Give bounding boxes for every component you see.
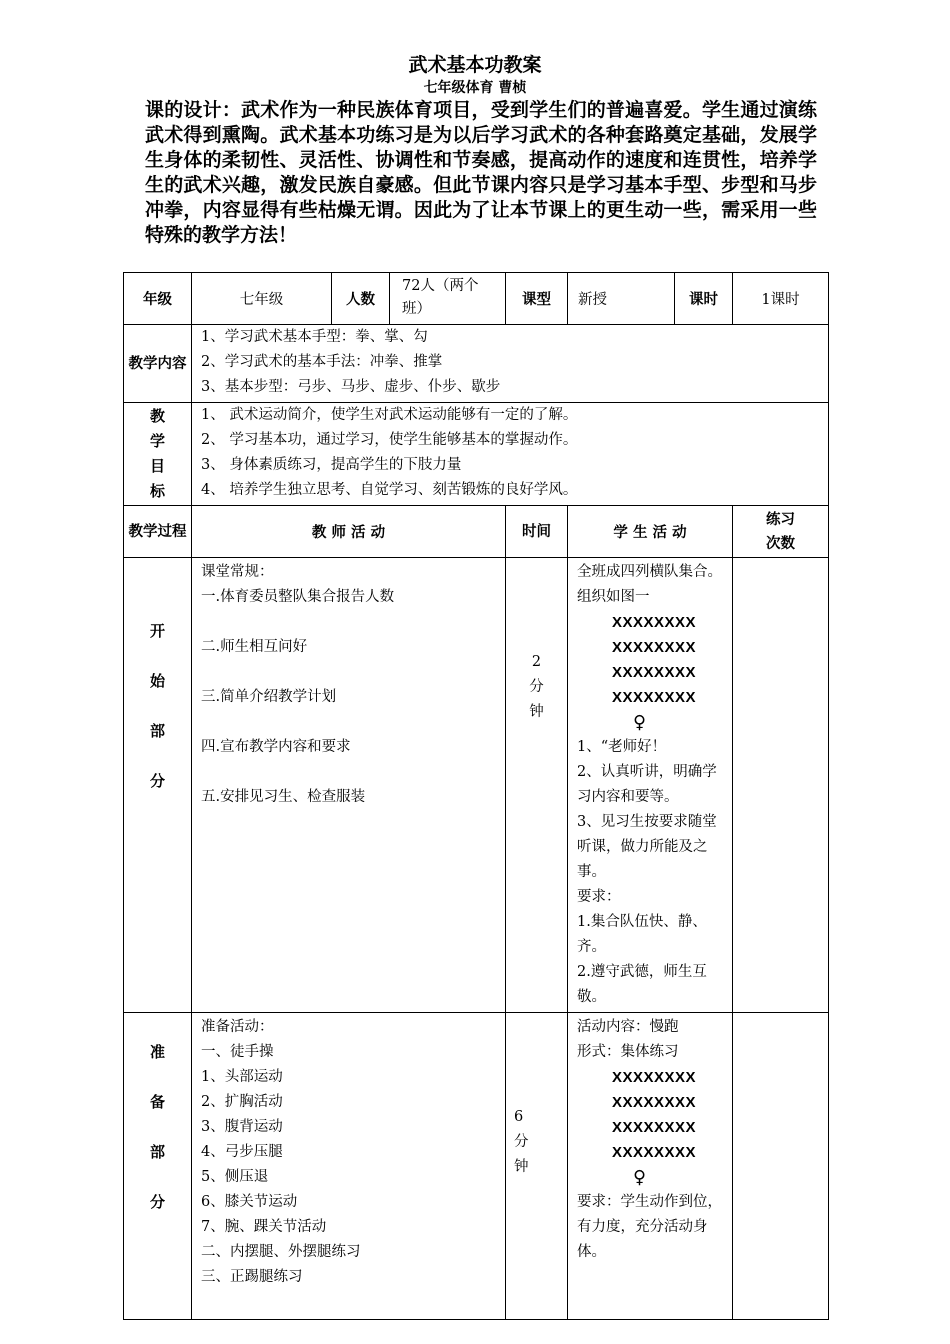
time-char: 2 [531,654,542,670]
info-row [124,273,829,325]
student-line: 1、“老师好！ [577,739,667,755]
teacher-line: 一.体育委员整队集合报告人数 [201,589,395,605]
goals-label-char: 教 [149,407,165,425]
goal-item: 4、 培养学生独立思考、自觉学习、刻苦锻炼的良好学风。 [201,482,578,498]
hours-value: 1课时 [733,273,829,325]
prep-practice-count [733,1013,829,1320]
time-char: 分 [514,1134,529,1150]
blank-line [201,760,505,785]
teacher-line: 5、侧压退 [201,1169,269,1185]
student-line: 形式：集体练习 [577,1044,679,1060]
student-line: 活动内容：慢跑 [577,1019,679,1035]
grade-value: 七年级 [192,273,332,325]
teacher-line: 一、徒手操 [201,1044,274,1060]
count-label: 人数 [332,273,390,325]
teacher-line: 四.宣布教学内容和要求 [201,739,351,755]
goal-item: 1、 武术运动简介，使学生对武术运动能够有一定的了解。 [201,407,578,423]
prep-section-row [124,1013,829,1320]
column-header-row [124,506,829,558]
prep-teacher-activity [192,1013,506,1320]
goals-label-char: 标 [149,482,165,500]
grade-label: 年级 [124,273,192,325]
goals-row [124,403,829,506]
time-char: 6 [514,1109,524,1125]
start-practice-count [733,558,829,1013]
teacher-line: 二.师生相互问好 [201,639,308,655]
formation-row: XXXXXXXX [612,1119,697,1136]
formation-row: XXXXXXXX [612,1094,697,1111]
formation-row: XXXXXXXX [612,1144,697,1161]
time-char: 钟 [529,704,544,720]
col-practice: 练习次数 [733,506,829,558]
goal-item: 2、 学习基本功，通过学习，使学生能够基本的掌握动作。 [201,432,578,448]
student-line: 要求：学生动作到位，有力度，充分活动身体。 [577,1194,722,1260]
col-teacher: 教 师 活 动 [192,506,506,558]
hours-label: 课时 [675,273,733,325]
teacher-line: 三、正踢腿练习 [201,1269,303,1285]
teacher-line: 3、腹背运动 [201,1119,283,1135]
content-row [124,325,829,403]
teacher-line: 三.简单介绍教学计划 [201,689,337,705]
goals-label [124,403,192,506]
student-line: 3、见习生按要求随堂听课，做力所能及之事。 [577,814,717,880]
prep-student-activity [568,1013,733,1320]
blank-line [201,610,505,635]
goal-item: 3、 身体素质练习，提高学生的下肢力量 [201,457,462,473]
prep-label-char: 分 [149,1193,165,1211]
prep-label-char: 备 [149,1093,165,1111]
content-list [192,325,829,403]
prep-label-char: 准 [149,1043,165,1061]
prep-label-char: 部 [149,1143,165,1161]
goals-list [192,403,829,506]
teacher-position-icon: ♀ [633,712,647,733]
start-time [506,558,568,1013]
teacher-line: 1、头部运动 [201,1069,283,1085]
content-item: 3、基本步型：弓步、马步、虚步、仆步、歇步 [201,379,501,395]
time-char: 钟 [514,1159,529,1175]
student-line: 2、认真听讲，明确学习内容和要等。 [577,764,717,805]
start-label-char: 部 [149,722,165,740]
teacher-line: 五.安排见习生、检查服装 [201,789,366,805]
col-student: 学 生 活 动 [568,506,733,558]
blank-line [201,660,505,685]
content-label: 教学内容 [124,325,192,403]
lesson-plan-table [123,272,829,1320]
prep-section-label [124,1013,192,1320]
student-line: 要求： [577,889,621,905]
col-time: 时间 [506,506,568,558]
goals-label-char: 目 [149,457,165,475]
teacher-position-icon: ♀ [633,1167,647,1188]
goals-label-char: 学 [149,432,165,450]
student-line: 1.集合队伍快、静、齐。 [577,914,707,955]
start-label-char: 分 [149,772,165,790]
student-line: 2.遵守武德，师生互敬。 [577,964,707,1005]
teacher-line: 二、内摆腿、外摆腿练习 [201,1244,361,1260]
type-value: 新授 [568,273,675,325]
formation-row: XXXXXXXX [612,639,697,656]
start-section-label [124,558,192,1013]
prep-time [506,1013,568,1320]
lesson-design-paragraph: 课的设计：武术作为一种民族体育项目，受到学生们的普遍喜爱。学生通过演练武术得到熏陶。武术基本功练习是为以后学习武术的各种套路奠定基础，发展学生身体的柔韧性、灵活性、协调性和节奏感，提高动作的速度和连贯性，培养学生的武术兴趣，激发民族自豪感。但此节课内容只是学习基本手型、步型和马步冲拳，内容显得有些枯燥无谓。因此为了让本节课上的更生动一些，需采用一些特殊的教学方法！ [145,99,817,246]
teacher-line: 课堂常规： [201,564,274,580]
content-item: 2、学习武术的基本手法：冲拳、推掌 [201,354,443,370]
type-label: 课型 [506,273,568,325]
teacher-line: 准备活动： [201,1019,274,1035]
teacher-line: 7、腕、踝关节活动 [201,1219,327,1235]
teacher-line: 4、弓步压腿 [201,1144,283,1160]
start-section-row [124,558,829,1013]
formation-row: XXXXXXXX [612,664,697,681]
formation-row: XXXXXXXX [612,1069,697,1086]
start-label-char: 始 [149,672,165,690]
student-line: 全班成四列横队集合。 [577,564,722,580]
count-value: 72人（两个班） [390,273,506,325]
teacher-line: 2、扩胸活动 [201,1094,283,1110]
col-process: 教学过程 [124,506,192,558]
document-title: 武术基本功教案 [408,54,542,76]
document-subtitle: 七年级体育 曹桢 [423,80,527,96]
teacher-line: 6、膝关节运动 [201,1194,298,1210]
start-teacher-activity [192,558,506,1013]
student-line: 组织如图一 [577,589,650,605]
blank-line [201,710,505,735]
formation-row: XXXXXXXX [612,689,697,706]
formation-row: XXXXXXXX [612,614,697,631]
start-student-activity [568,558,733,1013]
content-item: 1、学习武术基本手型：拳、掌、勾 [201,329,428,345]
time-char: 分 [529,679,544,695]
start-label-char: 开 [149,622,165,640]
